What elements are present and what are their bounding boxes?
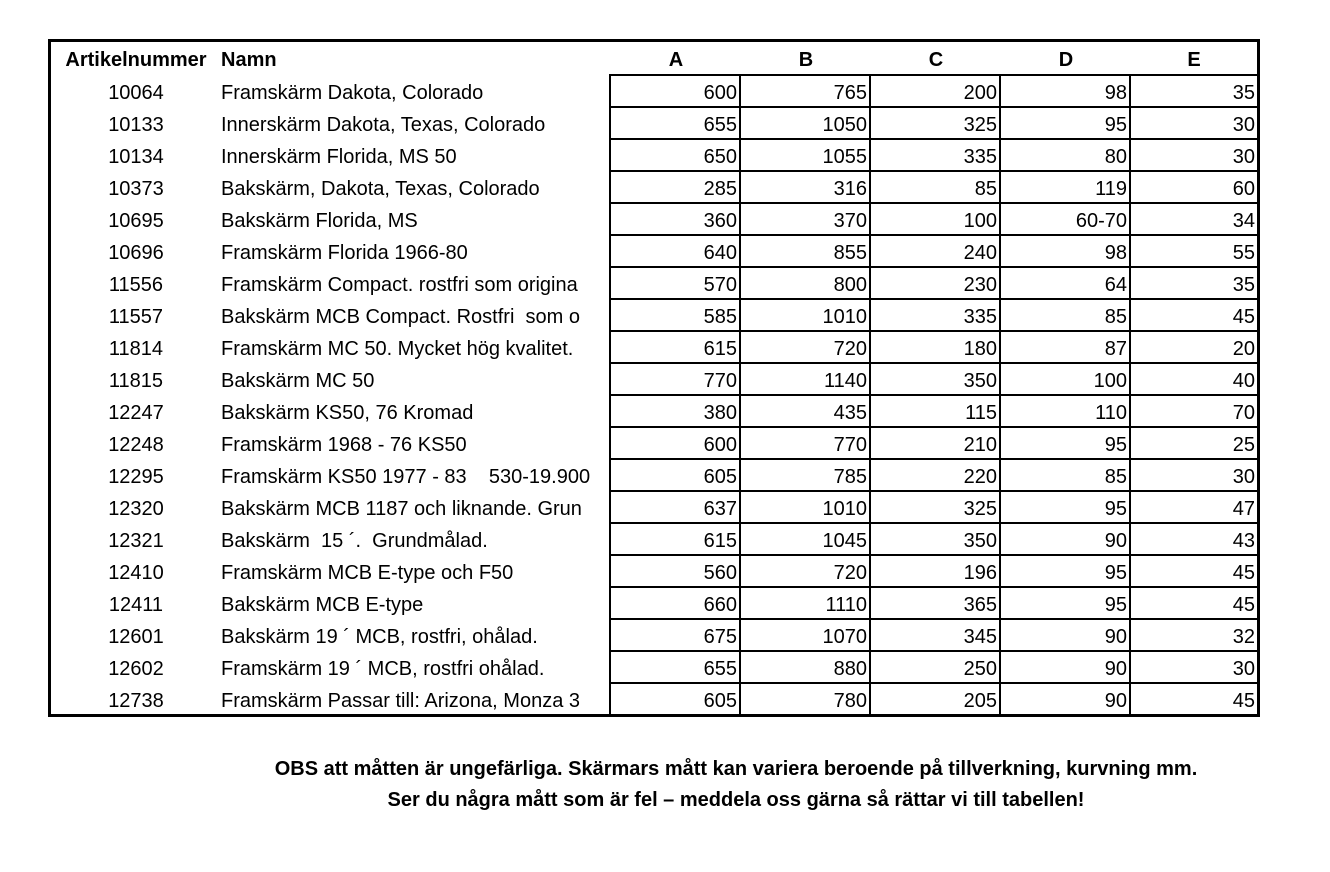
dim-e-cell: 30 bbox=[1131, 460, 1257, 492]
article-number-cell: 12321 bbox=[108, 530, 164, 552]
dim-a-cell: 655 bbox=[611, 652, 741, 684]
dim-d-cell: 95 bbox=[1001, 588, 1131, 620]
dim-e-cell: 45 bbox=[1131, 300, 1257, 332]
name-cell: Framskärm Dakota, Colorado bbox=[221, 82, 484, 104]
dim-d-cell: 87 bbox=[1001, 332, 1131, 364]
dim-a-cell: 650 bbox=[611, 140, 741, 172]
dim-c-cell: 365 bbox=[871, 588, 1001, 620]
header-a: A bbox=[668, 49, 684, 71]
article-number-cell: 11557 bbox=[108, 306, 164, 328]
name-cell: Framskärm Passar till: Arizona, Monza 3 bbox=[221, 690, 580, 712]
dim-c-cell: 180 bbox=[871, 332, 1001, 364]
dim-d-cell: 98 bbox=[1001, 236, 1131, 268]
article-number-cell: 11814 bbox=[108, 338, 164, 360]
header-artikelnummer: Artikelnummer bbox=[65, 49, 207, 71]
name-cell: Bakskärm MC 50 bbox=[221, 370, 375, 392]
dim-e-cell: 43 bbox=[1131, 524, 1257, 556]
article-number-cell: 10133 bbox=[108, 114, 164, 136]
dim-b-cell: 1070 bbox=[741, 620, 871, 652]
table-row bbox=[51, 364, 1257, 396]
dim-b-cell: 1055 bbox=[741, 140, 871, 172]
dim-c-cell: 350 bbox=[871, 524, 1001, 556]
dim-e-cell: 40 bbox=[1131, 364, 1257, 396]
dim-a-cell: 605 bbox=[611, 460, 741, 492]
article-number-cell: 10695 bbox=[108, 210, 164, 232]
dim-a-cell: 615 bbox=[611, 524, 741, 556]
article-number-cell: 12295 bbox=[108, 466, 164, 488]
name-cell: Innerskärm Florida, MS 50 bbox=[221, 146, 457, 168]
dim-e-cell: 60 bbox=[1131, 172, 1257, 204]
header-e: E bbox=[1187, 49, 1201, 71]
dim-a-cell: 605 bbox=[611, 684, 741, 716]
name-cell: Bakskärm 19 ´ MCB, rostfri, ohålad. bbox=[221, 626, 538, 648]
dim-c-cell: 115 bbox=[871, 396, 1001, 428]
dim-c-cell: 345 bbox=[871, 620, 1001, 652]
feedback-note: Ser du några mått som är fel – meddela oss gärna så rättar vi till tabellen! bbox=[387, 789, 1085, 811]
table-row bbox=[51, 332, 1257, 364]
name-cell: Bakskärm MCB 1187 och liknande. Grun bbox=[221, 498, 582, 520]
table-row bbox=[51, 204, 1257, 236]
dim-d-cell: 90 bbox=[1001, 524, 1131, 556]
dim-b-cell: 1010 bbox=[741, 492, 871, 524]
article-number-cell: 10064 bbox=[108, 82, 164, 104]
table-row bbox=[51, 76, 1257, 108]
dim-d-cell: 85 bbox=[1001, 460, 1131, 492]
dim-c-cell: 250 bbox=[871, 652, 1001, 684]
dim-c-cell: 350 bbox=[871, 364, 1001, 396]
name-cell: Bakskärm, Dakota, Texas, Colorado bbox=[221, 178, 540, 200]
dim-c-cell: 240 bbox=[871, 236, 1001, 268]
dim-d-cell: 64 bbox=[1001, 268, 1131, 300]
dim-c-cell: 205 bbox=[871, 684, 1001, 716]
table-row bbox=[51, 140, 1257, 172]
table-row bbox=[51, 268, 1257, 300]
name-cell: Bakskärm KS50, 76 Kromad bbox=[221, 402, 474, 424]
article-number-cell: 10373 bbox=[108, 178, 164, 200]
article-number-cell: 11556 bbox=[108, 274, 164, 296]
table-row bbox=[51, 524, 1257, 556]
table-row bbox=[51, 620, 1257, 652]
dim-d-cell: 90 bbox=[1001, 620, 1131, 652]
dim-b-cell: 770 bbox=[741, 428, 871, 460]
dim-c-cell: 325 bbox=[871, 492, 1001, 524]
dim-e-cell: 47 bbox=[1131, 492, 1257, 524]
article-number-cell: 12320 bbox=[108, 498, 164, 520]
dim-e-cell: 20 bbox=[1131, 332, 1257, 364]
dim-b-cell: 316 bbox=[741, 172, 871, 204]
name-cell: Framskärm Florida 1966-80 bbox=[221, 242, 468, 264]
dim-d-cell: 85 bbox=[1001, 300, 1131, 332]
table-row bbox=[51, 300, 1257, 332]
article-number-cell: 12410 bbox=[108, 562, 164, 584]
article-number-cell: 12247 bbox=[108, 402, 164, 424]
dim-b-cell: 800 bbox=[741, 268, 871, 300]
dim-e-cell: 55 bbox=[1131, 236, 1257, 268]
dim-a-cell: 600 bbox=[611, 428, 741, 460]
name-cell: Framskärm Compact. rostfri som origina bbox=[221, 274, 578, 296]
dim-d-cell: 80 bbox=[1001, 140, 1131, 172]
article-number-cell: 10134 bbox=[108, 146, 164, 168]
table-row bbox=[51, 172, 1257, 204]
dim-d-cell: 95 bbox=[1001, 428, 1131, 460]
table-header-row bbox=[51, 42, 1257, 74]
dim-b-cell: 1045 bbox=[741, 524, 871, 556]
name-cell: Bakskärm Florida, MS bbox=[221, 210, 418, 232]
dim-a-cell: 615 bbox=[611, 332, 741, 364]
table-row bbox=[51, 108, 1257, 140]
dim-b-cell: 880 bbox=[741, 652, 871, 684]
dim-c-cell: 335 bbox=[871, 300, 1001, 332]
dim-d-cell: 100 bbox=[1001, 364, 1131, 396]
dim-a-cell: 660 bbox=[611, 588, 741, 620]
name-cell: Framskärm KS50 1977 - 83 530-19.900 bbox=[221, 466, 591, 488]
article-number-cell: 12248 bbox=[108, 434, 164, 456]
dim-e-cell: 35 bbox=[1131, 268, 1257, 300]
dim-b-cell: 720 bbox=[741, 332, 871, 364]
dim-b-cell: 370 bbox=[741, 204, 871, 236]
dim-e-cell: 30 bbox=[1131, 652, 1257, 684]
dim-d-cell: 98 bbox=[1001, 76, 1131, 108]
dim-c-cell: 85 bbox=[871, 172, 1001, 204]
dim-e-cell: 34 bbox=[1131, 204, 1257, 236]
article-number-cell: 12411 bbox=[108, 594, 164, 616]
dim-d-cell: 95 bbox=[1001, 108, 1131, 140]
header-namn: Namn bbox=[221, 49, 277, 71]
dim-b-cell: 785 bbox=[741, 460, 871, 492]
dim-a-cell: 640 bbox=[611, 236, 741, 268]
table-row bbox=[51, 588, 1257, 620]
dim-b-cell: 1140 bbox=[741, 364, 871, 396]
table-row bbox=[51, 396, 1257, 428]
dim-a-cell: 380 bbox=[611, 396, 741, 428]
dim-b-cell: 780 bbox=[741, 684, 871, 716]
table-row bbox=[51, 652, 1257, 684]
dim-c-cell: 200 bbox=[871, 76, 1001, 108]
name-cell: Bakskärm MCB Compact. Rostfri som o bbox=[221, 306, 580, 328]
dim-a-cell: 675 bbox=[611, 620, 741, 652]
dim-b-cell: 435 bbox=[741, 396, 871, 428]
dim-b-cell: 1110 bbox=[741, 588, 871, 620]
dim-a-cell: 770 bbox=[611, 364, 741, 396]
dim-d-cell: 90 bbox=[1001, 652, 1131, 684]
dim-e-cell: 35 bbox=[1131, 76, 1257, 108]
dim-a-cell: 655 bbox=[611, 108, 741, 140]
table-row bbox=[51, 236, 1257, 268]
article-number-cell: 12738 bbox=[108, 690, 164, 712]
article-number-cell: 12601 bbox=[108, 626, 164, 648]
dim-b-cell: 855 bbox=[741, 236, 871, 268]
dim-c-cell: 230 bbox=[871, 268, 1001, 300]
name-cell: Bakskärm MCB E-type bbox=[221, 594, 424, 616]
dim-e-cell: 45 bbox=[1131, 588, 1257, 620]
dimensions-table bbox=[48, 39, 1260, 717]
dim-c-cell: 100 bbox=[871, 204, 1001, 236]
name-cell: Innerskärm Dakota, Texas, Colorado bbox=[221, 114, 546, 136]
dim-c-cell: 325 bbox=[871, 108, 1001, 140]
table-row bbox=[51, 684, 1257, 716]
dim-d-cell: 95 bbox=[1001, 556, 1131, 588]
dim-e-cell: 70 bbox=[1131, 396, 1257, 428]
dim-d-cell: 95 bbox=[1001, 492, 1131, 524]
dim-a-cell: 570 bbox=[611, 268, 741, 300]
header-c: C bbox=[928, 49, 944, 71]
dim-e-cell: 25 bbox=[1131, 428, 1257, 460]
dim-c-cell: 196 bbox=[871, 556, 1001, 588]
dim-c-cell: 335 bbox=[871, 140, 1001, 172]
name-cell: Framskärm MCB E-type och F50 bbox=[221, 562, 514, 584]
name-cell: Framskärm 19 ´ MCB, rostfri ohålad. bbox=[221, 658, 545, 680]
name-cell: Bakskärm 15 ´. Grundmålad. bbox=[221, 530, 488, 552]
name-cell: Framskärm 1968 - 76 KS50 bbox=[221, 434, 467, 456]
header-b: B bbox=[798, 49, 814, 71]
article-number-cell: 12602 bbox=[108, 658, 164, 680]
dim-d-cell: 110 bbox=[1001, 396, 1131, 428]
dim-d-cell: 60-70 bbox=[1001, 204, 1131, 236]
dim-a-cell: 360 bbox=[611, 204, 741, 236]
dim-a-cell: 285 bbox=[611, 172, 741, 204]
article-number-cell: 11815 bbox=[108, 370, 164, 392]
dim-b-cell: 1010 bbox=[741, 300, 871, 332]
dim-e-cell: 45 bbox=[1131, 684, 1257, 716]
dim-d-cell: 90 bbox=[1001, 684, 1131, 716]
disclaimer-note: OBS att måtten är ungefärliga. Skärmars mått kan variera beroende på tillverkning, kurvning mm. bbox=[274, 758, 1198, 780]
table-row bbox=[51, 492, 1257, 524]
name-cell: Framskärm MC 50. Mycket hög kvalitet. bbox=[221, 338, 574, 360]
dim-b-cell: 765 bbox=[741, 76, 871, 108]
dim-a-cell: 585 bbox=[611, 300, 741, 332]
dim-b-cell: 1050 bbox=[741, 108, 871, 140]
header-d: D bbox=[1058, 49, 1074, 71]
dim-e-cell: 45 bbox=[1131, 556, 1257, 588]
table-row bbox=[51, 556, 1257, 588]
dim-e-cell: 32 bbox=[1131, 620, 1257, 652]
dim-a-cell: 600 bbox=[611, 76, 741, 108]
table-row bbox=[51, 460, 1257, 492]
dim-c-cell: 220 bbox=[871, 460, 1001, 492]
dim-e-cell: 30 bbox=[1131, 108, 1257, 140]
dim-a-cell: 637 bbox=[611, 492, 741, 524]
table-row bbox=[51, 428, 1257, 460]
dim-c-cell: 210 bbox=[871, 428, 1001, 460]
dim-a-cell: 560 bbox=[611, 556, 741, 588]
article-number-cell: 10696 bbox=[108, 242, 164, 264]
dim-d-cell: 119 bbox=[1001, 172, 1131, 204]
dim-e-cell: 30 bbox=[1131, 140, 1257, 172]
dim-b-cell: 720 bbox=[741, 556, 871, 588]
